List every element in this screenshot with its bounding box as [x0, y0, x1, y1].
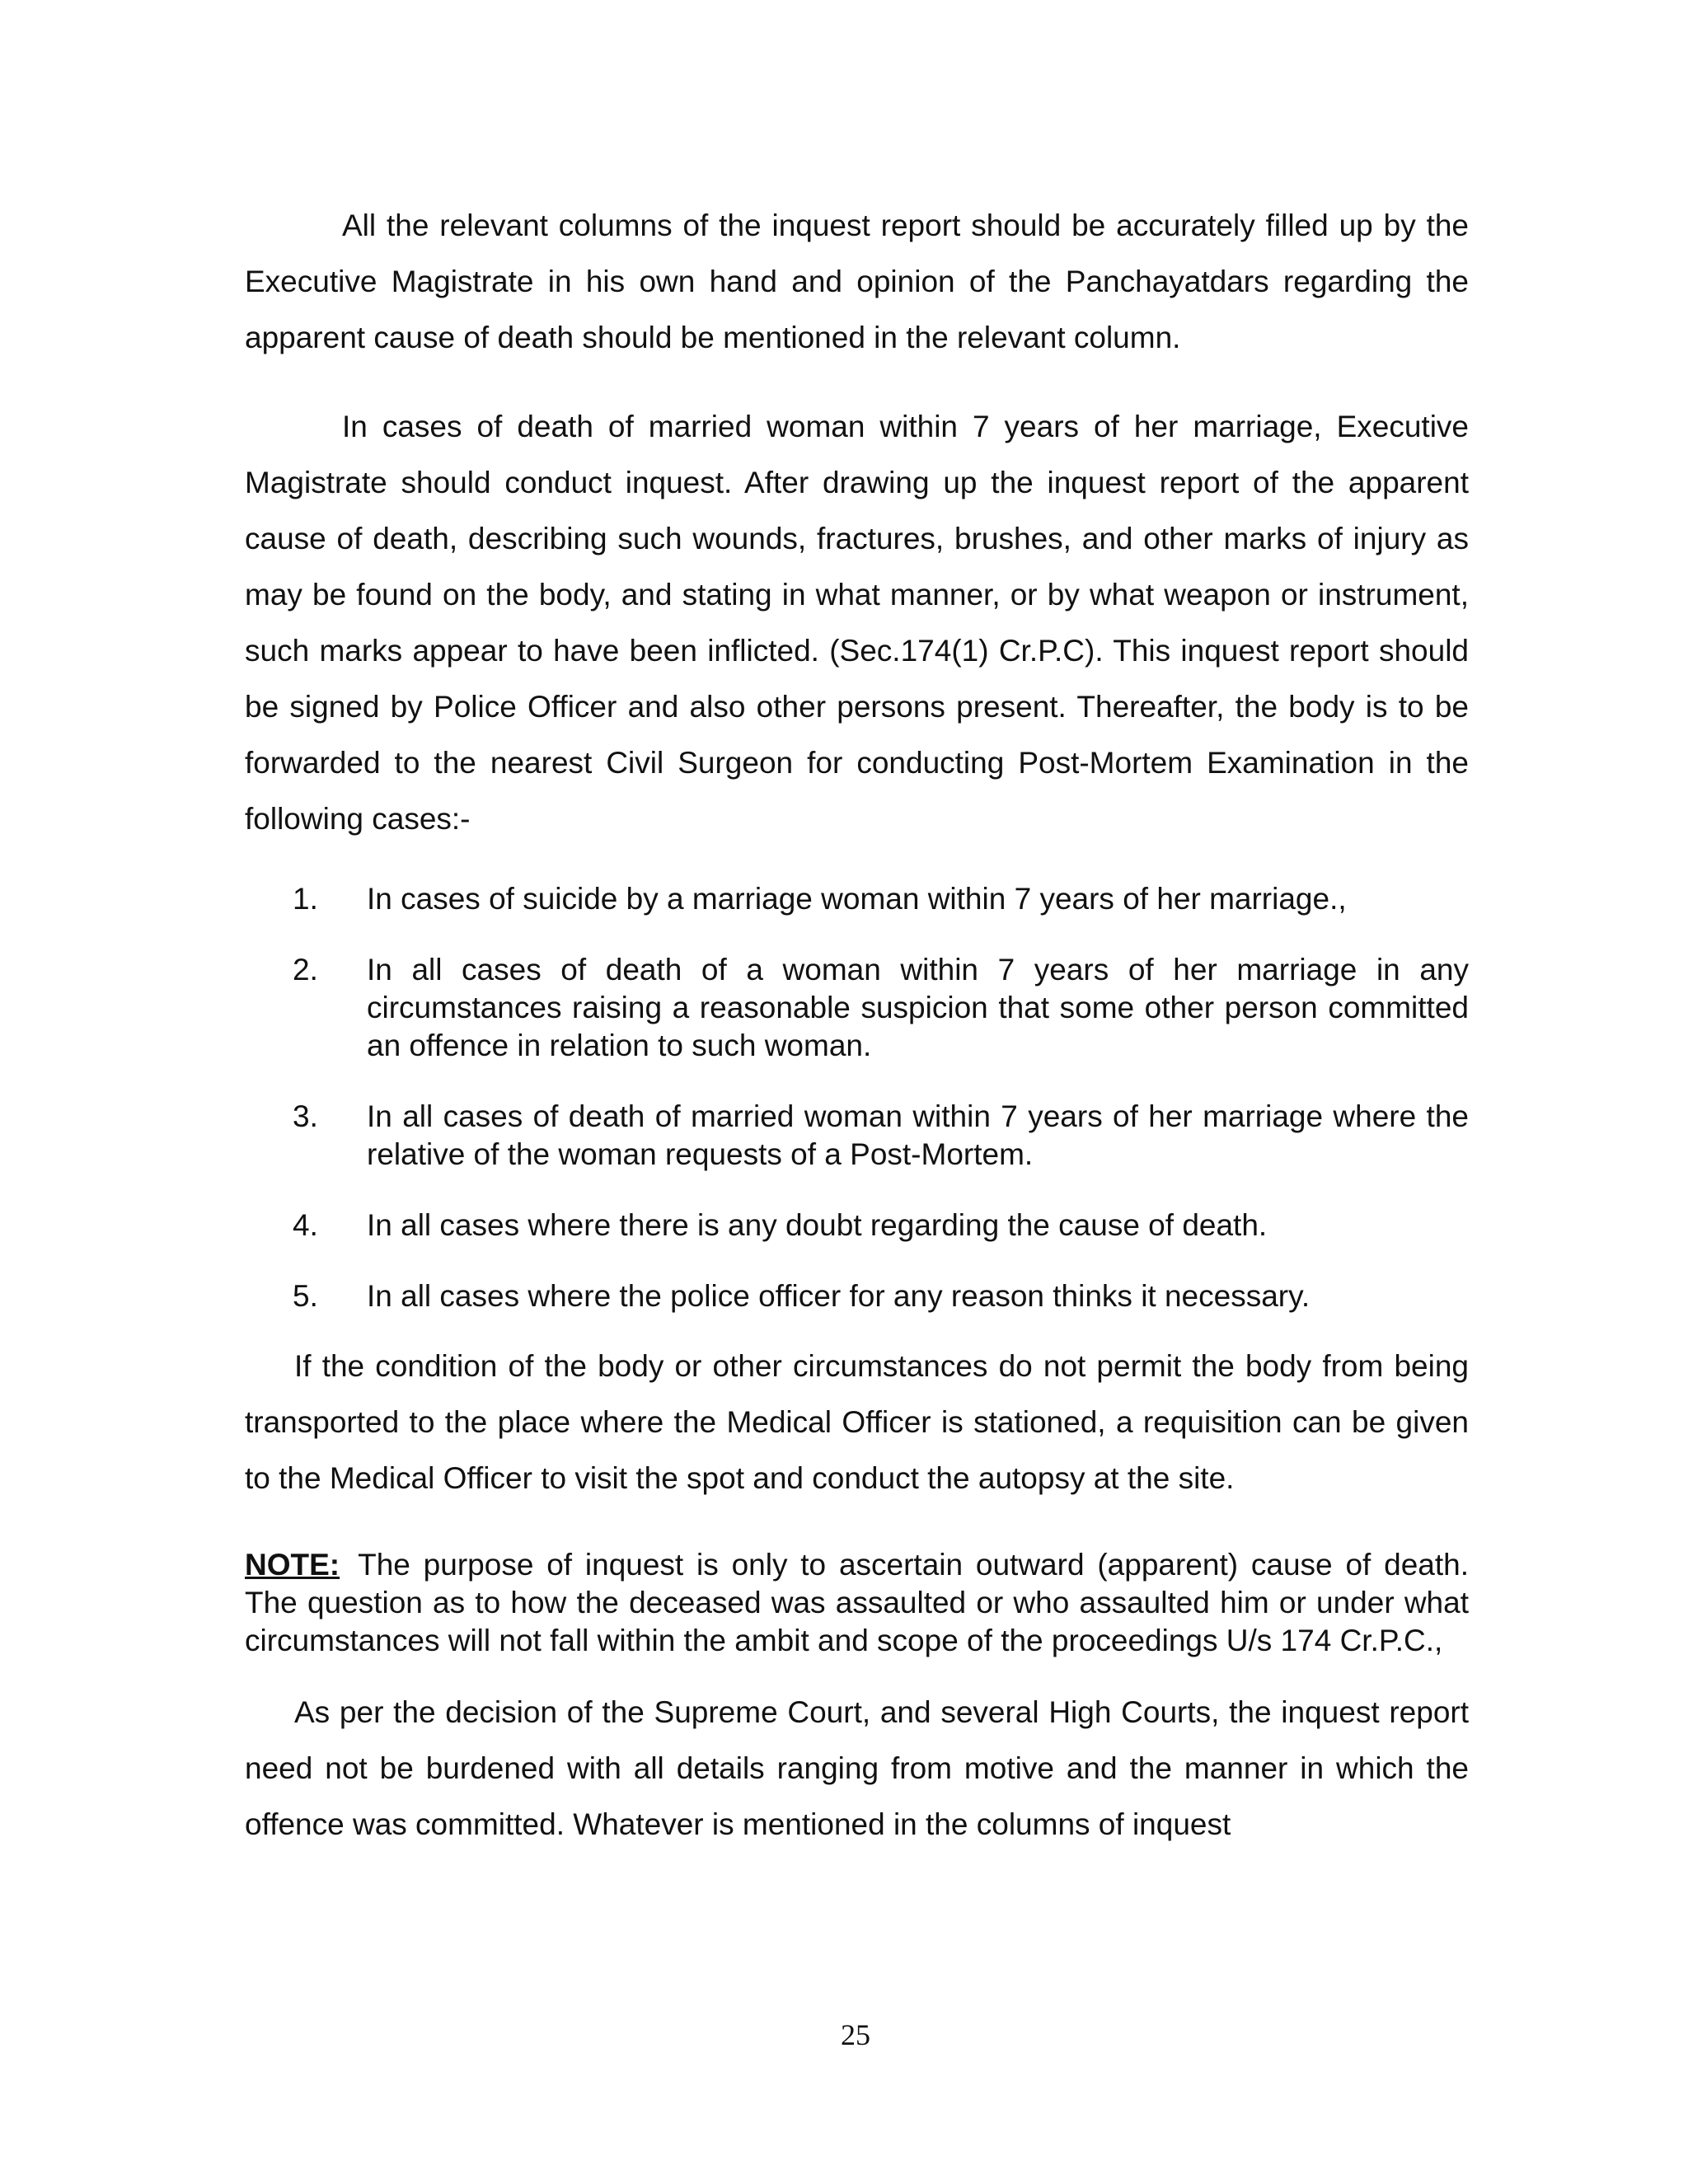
page-number: 25: [841, 2018, 870, 2051]
note-text: The purpose of inquest is only to ascertain outward (apparent) cause of death. The question as to how the deceased was assaulted or who assaulted him or under what circumstances will not fall within the ambit and scope of the proceedings U/s 174 Cr.P.C.,: [245, 1548, 1469, 1657]
list-item-number: 4.: [293, 1208, 318, 1242]
list-item-number: 3.: [293, 1099, 318, 1133]
list-item: [245, 1277, 1469, 1315]
list-item-text: In all cases of death of a woman within 7 years of her marriage in any circumstances raising a reasonable suspicion that some other person committed an offence in relation to such woman.: [367, 953, 1469, 1062]
list-item-text: In all cases of death of married woman within 7 years of her marriage where the relative of the woman requests of a Post-Mortem.: [367, 1099, 1469, 1171]
list-item-text: In cases of suicide by a marriage woman within 7 years of her marriage.,: [367, 882, 1347, 916]
list-item-number: 1.: [293, 882, 318, 916]
paragraph-requisition-autopsy: If the condition of the body or other circumstances do not permit the body from being transported to the place where the Medical Officer is stationed, a requisition can be given to the Medical Officer to visit the spot and conduct the autopsy at the site.: [245, 1349, 1469, 1495]
paragraph-supreme-court-decision: As per the decision of the Supreme Court, and several High Courts, the inquest report need not be burdened with all details ranging from motive and the manner in which the offence was committed. Whatever is mentioned in the columns of inquest: [245, 1695, 1469, 1841]
list-item-text: In all cases where there is any doubt regarding the cause of death.: [367, 1208, 1268, 1242]
note-block: [245, 1546, 1469, 1660]
list-item-text: In all cases where the police officer for any reason thinks it necessary.: [367, 1279, 1311, 1313]
list-item: [245, 951, 1469, 1065]
paragraph-married-woman-inquest: In cases of death of married woman within 7 years of her marriage, Executive Magistrate should conduct inquest. After drawing up the inquest report of the apparent cause of death, describing such wounds, fractures, brushes, and other marks of injury as may be found on the body, and stating in what manner, or by what weapon or instrument, such marks appear to have been inflicted. (Sec.174(1) Cr.P.C). This inquest report should be signed by Police Officer and also other persons present. Thereafter, the body is to be forwarded to the nearest Civil Surgeon for conducting Post-Mortem Examination in the following cases:-: [245, 410, 1469, 836]
list-item: [245, 880, 1469, 918]
list-item: [245, 1098, 1469, 1174]
paragraph-inquest-columns: All the relevant columns of the inquest report should be accurately filled up by the Executive Magistrate in his own hand and opinion of the Panchayatdars regarding the apparent cause of death should be mentioned in the relevant column.: [245, 209, 1469, 354]
post-mortem-cases-list: [245, 880, 1469, 1315]
list-item: [245, 1207, 1469, 1244]
document-page: [245, 198, 1469, 1853]
note-label: NOTE:: [245, 1548, 340, 1582]
list-item-number: 5.: [293, 1279, 318, 1313]
list-item-number: 2.: [293, 953, 318, 987]
